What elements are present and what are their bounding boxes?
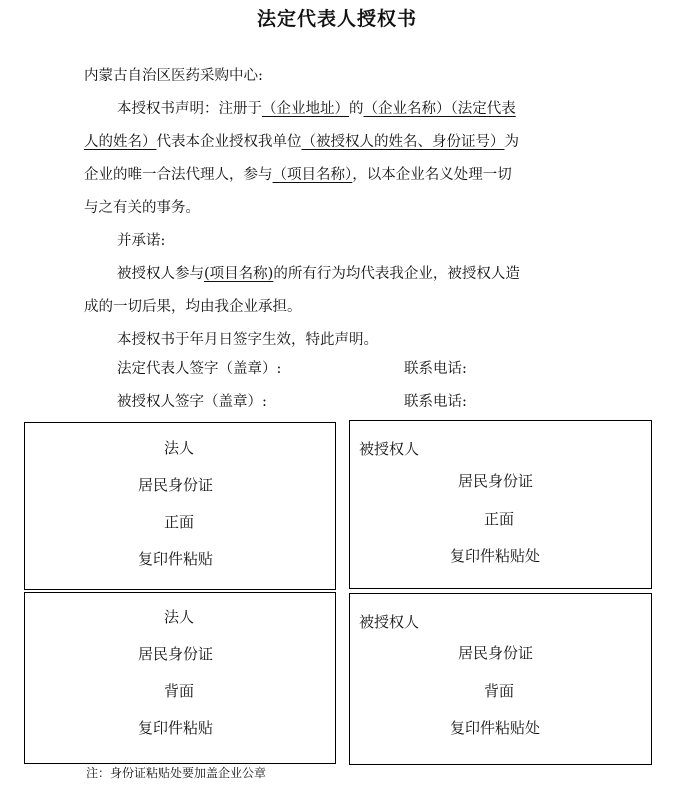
box-side-label: 正面 — [484, 510, 515, 528]
box-side-label: 背面 — [164, 682, 195, 700]
box-side-label: 背面 — [484, 682, 515, 700]
effective-statement: 本授权书于年月日签字生效，特此声明。 — [117, 332, 378, 348]
document-title: 法定代表人授权书 — [256, 8, 417, 30]
recipient: 内蒙古自治区医药采购中心: — [84, 68, 263, 84]
text: ，以本企业名义处理一切 — [352, 167, 512, 183]
authorized-phone-label: 联系电话: — [404, 394, 467, 410]
box-paste-label: 复印件粘贴 — [138, 719, 214, 737]
declaration-line-4: 与之有关的事务。 — [84, 200, 200, 216]
legal-rep-signature-label: 法定代表人签字（盖章）: — [117, 361, 282, 377]
box-id-label: 居民身份证 — [458, 472, 534, 490]
authorized-person-id-back-box — [349, 593, 652, 765]
authorized-person-id-front-box — [349, 420, 652, 589]
promise-line-1 — [117, 258, 520, 291]
text: 的所有行为均代表我企业，被授权人造 — [273, 266, 520, 282]
declaration-line-3 — [84, 159, 512, 192]
footnote: 注：身份证粘贴处要加盖企业公章 — [86, 766, 267, 780]
box-paste-label: 复印件粘贴 — [138, 550, 214, 568]
box-side-label: 正面 — [164, 513, 195, 531]
text: 为 — [504, 134, 519, 150]
blank-legal-rep-name: 人的姓名） — [84, 134, 157, 150]
text: 被授权人参与 — [117, 266, 204, 282]
blank-enterprise-name: （企业名称）（法定代表 — [363, 101, 516, 117]
blank-authorized-person: （被授权人的姓名、身份证号） — [301, 134, 505, 150]
text: 代表本企业授权我单位 — [156, 134, 302, 150]
box-owner-label: 被授权人 — [359, 613, 420, 631]
blank-enterprise-address: （企业地址） — [262, 101, 349, 117]
legal-person-id-front-box — [24, 422, 336, 590]
blank-project-name: （项目名称） — [272, 167, 353, 183]
authorized-signature-label: 被授权人签字（盖章）: — [117, 394, 267, 410]
blank-project-name-2: (项目名称) — [204, 266, 274, 282]
legal-person-id-back-box — [24, 592, 336, 764]
text: 的 — [349, 101, 364, 117]
box-owner-label: 法人 — [164, 439, 195, 457]
box-paste-label: 复印件粘贴处 — [450, 719, 541, 737]
box-id-label: 居民身份证 — [138, 476, 214, 494]
legal-rep-phone-label: 联系电话: — [404, 361, 467, 377]
box-id-label: 居民身份证 — [138, 645, 214, 663]
box-id-label: 居民身份证 — [458, 644, 534, 662]
box-owner-label: 被授权人 — [359, 440, 420, 458]
box-paste-label: 复印件粘贴处 — [450, 547, 541, 565]
box-owner-label: 法人 — [164, 608, 195, 626]
declaration-line-2 — [84, 126, 519, 159]
declaration-line-1 — [117, 93, 516, 126]
promise-heading: 并承诺: — [117, 233, 166, 249]
promise-line-2: 成的一切后果，均由我企业承担。 — [84, 299, 302, 315]
text: 本授权书声明：注册于 — [117, 101, 262, 117]
text: 企业的唯一合法代理人，参与 — [84, 167, 273, 183]
